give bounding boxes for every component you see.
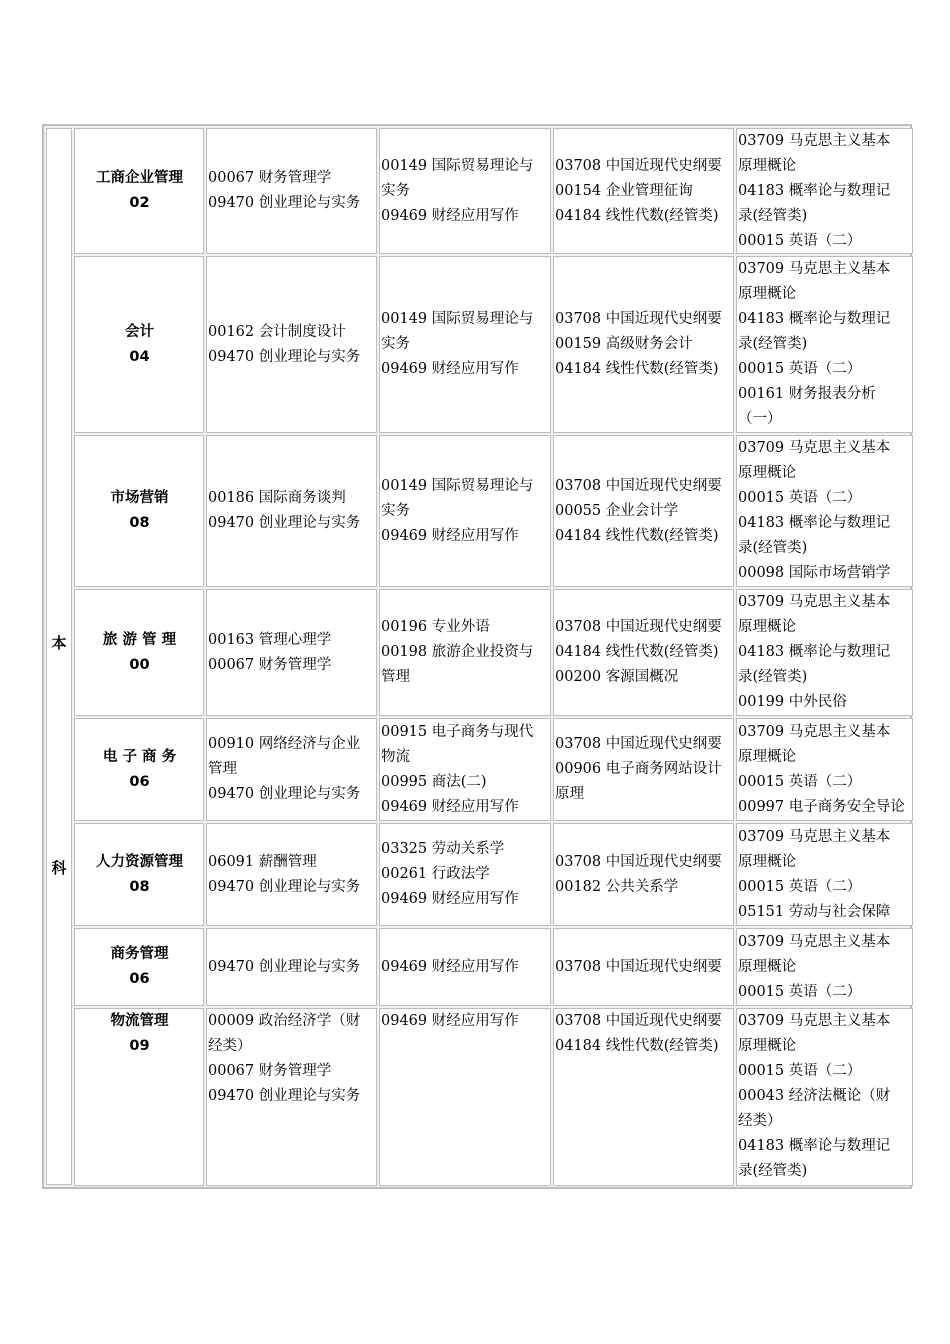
course-line: 00015 英语（二） [738,1063,862,1079]
course-line: 09470 创业理论与实务 [208,348,361,365]
major-code: 00 [129,656,150,673]
course-cell-2 [379,718,551,821]
course-cell-3 [553,435,734,587]
course-line: 00067 财务管理学 [208,170,332,186]
course-line: 录(经管类) [738,540,808,556]
course-cell-3 [553,928,734,1006]
course-line: 原理概论 [738,958,796,975]
course-line: 00015 英语（二） [738,232,862,249]
course-cell-4 [736,823,913,926]
course-line: 00162 会计制度设计 [208,323,346,340]
course-line: 经类） [208,1038,252,1054]
table-row [74,256,913,433]
course-line: 00196 专业外语 [381,619,490,635]
major-cell [74,128,204,254]
course-line: 00015 英语（二） [738,773,862,790]
course-line: 00261 行政法学 [381,866,490,882]
course-line: 00149 国际贸易理论与 [381,157,534,174]
course-line: 00015 英语（二） [738,490,862,506]
course-line: 00015 英语（二） [738,361,862,377]
course-line: 03708 中国近现代史纲要 [555,958,722,975]
major-cell [74,823,204,926]
course-line: 03709 马克思主义基本 [738,440,891,456]
course-line: 00159 高级财务会计 [555,336,693,352]
course-line: 00067 财务管理学 [208,656,332,673]
course-line: 00015 英语（二） [738,983,862,1000]
course-line: 06091 薪酬管理 [208,853,317,870]
major-code: 06 [129,971,150,987]
course-line: 04183 概率论与数理记 [738,182,891,199]
course-line: 04183 概率论与数理记 [738,1138,891,1154]
course-line: 03709 马克思主义基本 [738,828,891,845]
course-line: 04184 线性代数(经管类) [555,361,719,377]
course-line: 00067 财务管理学 [208,1063,332,1079]
course-line: 09470 创业理论与实务 [208,958,361,975]
course-line: 04184 线性代数(经管类) [555,207,719,224]
course-line: 实务 [381,336,410,352]
major-name: 工商企业管理 [96,170,183,186]
course-line: 录(经管类) [738,1163,808,1179]
course-line: 09469 财经应用写作 [381,361,519,377]
course-line: 管理 [381,669,410,685]
course-line: 03709 马克思主义基本 [738,933,891,950]
course-line: 原理概论 [738,619,796,635]
course-line: 04184 线性代数(经管类) [555,1038,719,1054]
course-line: 原理 [555,786,584,802]
level-column [46,128,72,1185]
course-table [42,124,912,1189]
course-line: 09470 创业理论与实务 [208,878,361,895]
course-line: 原理概论 [738,286,796,302]
course-line: 03708 中国近现代史纲要 [555,619,722,635]
level-label-char: 科 [51,859,67,877]
course-line: 00198 旅游企业投资与 [381,644,534,660]
course-line: 09469 财经应用写作 [381,798,519,815]
course-cell-3 [553,1008,734,1186]
course-cell-4 [736,589,913,716]
course-line: 00154 企业管理征询 [555,182,693,199]
course-cell-2 [379,128,551,254]
course-line: 00995 商法(二) [381,773,487,790]
course-line: 00997 电子商务安全导论 [738,798,905,815]
course-line: 00906 电子商务网站设计 [555,761,722,777]
course-line: 实务 [381,182,410,199]
course-line: 04183 概率论与数理记 [738,515,891,531]
major-name: 物流管理 [110,1013,169,1029]
course-line: 09470 创业理论与实务 [208,515,361,531]
course-cell-4 [736,256,913,433]
course-cell-2 [379,823,551,926]
course-line: 原理概论 [738,853,796,870]
major-cell [74,718,204,821]
course-line: 00149 国际贸易理论与 [381,477,534,494]
course-line: 00200 客源国概况 [555,669,679,685]
course-cell-1 [206,128,377,254]
course-line: （一） [738,411,782,427]
course-cell-1 [206,589,377,716]
course-line: 00043 经济法概论（财 [738,1088,891,1104]
course-line: 录(经管类) [738,207,808,224]
major-cell [74,1008,204,1186]
course-line: 05151 劳动与社会保障 [738,903,891,920]
course-line: 录(经管类) [738,336,808,352]
course-line: 管理 [208,761,237,777]
course-line: 03708 中国近现代史纲要 [555,477,722,494]
table-row [74,128,913,254]
course-line: 09470 创业理论与实务 [208,195,361,211]
course-line: 实务 [381,502,410,519]
course-line: 经类） [738,1113,782,1129]
course-cell-2 [379,256,551,433]
course-line: 04183 概率论与数理记 [738,311,891,327]
course-cell-2 [379,589,551,716]
major-cell [74,435,204,587]
level-label-char: 本 [51,634,67,652]
major-code: 09 [129,1038,150,1054]
course-line: 00098 国际市场营销学 [738,565,891,581]
course-line: 00149 国际贸易理论与 [381,311,534,327]
course-line: 03708 中国近现代史纲要 [555,157,722,174]
course-line: 03709 马克思主义基本 [738,132,891,149]
course-cell-2 [379,1008,551,1186]
course-cell-3 [553,718,734,821]
course-line: 00186 国际商务谈判 [208,490,346,506]
major-code: 08 [129,878,150,895]
course-cell-4 [736,718,913,821]
course-line: 原理概论 [738,465,796,481]
course-line: 04184 线性代数(经管类) [555,644,719,660]
course-cell-1 [206,1008,377,1186]
course-cell-4 [736,128,913,254]
table-row [74,589,913,716]
course-line: 录(经管类) [738,669,808,685]
course-line: 09470 创业理论与实务 [208,786,361,802]
major-cell [74,256,204,433]
course-line: 00009 政治经济学（财 [208,1013,361,1029]
major-cell [74,589,204,716]
course-line: 00199 中外民俗 [738,694,847,710]
course-cell-3 [553,128,734,254]
course-line: 04183 概率论与数理记 [738,644,891,660]
course-line: 00163 管理心理学 [208,631,332,648]
course-line: 09469 财经应用写作 [381,958,519,975]
course-line: 09469 财经应用写作 [381,527,519,544]
course-line: 03708 中国近现代史纲要 [555,736,722,752]
course-line: 原理概论 [738,157,796,174]
course-line: 物流 [381,748,410,765]
course-line: 00161 财务报表分析 [738,386,876,402]
course-cell-4 [736,1008,913,1186]
course-line: 原理概论 [738,748,796,765]
course-line: 03708 中国近现代史纲要 [555,311,722,327]
course-line: 00015 英语（二） [738,878,862,895]
course-cell-1 [206,435,377,587]
major-name: 旅 游 管 理 [102,631,177,648]
major-code: 06 [129,773,150,790]
major-code: 02 [129,195,150,211]
course-line: 03709 马克思主义基本 [738,261,891,277]
major-name: 市场营销 [110,490,169,506]
course-line: 00910 网络经济与企业 [208,736,361,752]
course-line: 03325 劳动关系学 [381,841,505,857]
major-code: 04 [129,348,150,365]
course-cell-3 [553,823,734,926]
major-name: 电 子 商 务 [102,748,177,765]
table-row [74,1008,913,1186]
course-line: 04184 线性代数(经管类) [555,527,719,544]
course-line: 03708 中国近现代史纲要 [555,853,722,870]
table-row [74,718,913,821]
course-line: 09470 创业理论与实务 [208,1088,361,1104]
course-cell-1 [206,823,377,926]
course-line: 00915 电子商务与现代 [381,723,534,740]
course-line: 03709 马克思主义基本 [738,1013,891,1029]
major-name: 会计 [125,323,154,340]
course-cell-4 [736,928,913,1006]
course-cell-4 [736,435,913,587]
major-cell [74,928,204,1006]
major-name: 商务管理 [110,946,169,962]
table-row [74,435,913,587]
course-line: 原理概论 [738,1038,796,1054]
course-line: 00055 企业会计学 [555,502,679,519]
course-line: 09469 财经应用写作 [381,891,519,907]
course-cell-2 [379,435,551,587]
course-cell-1 [206,256,377,433]
major-name: 人力资源管理 [96,853,183,870]
major-code: 08 [129,515,150,531]
table-row [74,823,913,926]
course-cell-3 [553,589,734,716]
course-cell-1 [206,718,377,821]
course-cell-3 [553,256,734,433]
course-line: 03709 马克思主义基本 [738,723,891,740]
course-line: 09469 财经应用写作 [381,207,519,224]
course-line: 00182 公共关系学 [555,878,679,895]
table-row [74,928,913,1006]
course-cell-2 [379,928,551,1006]
course-line: 03708 中国近现代史纲要 [555,1013,722,1029]
course-line: 09469 财经应用写作 [381,1013,519,1029]
course-line: 03709 马克思主义基本 [738,594,891,610]
course-cell-1 [206,928,377,1006]
